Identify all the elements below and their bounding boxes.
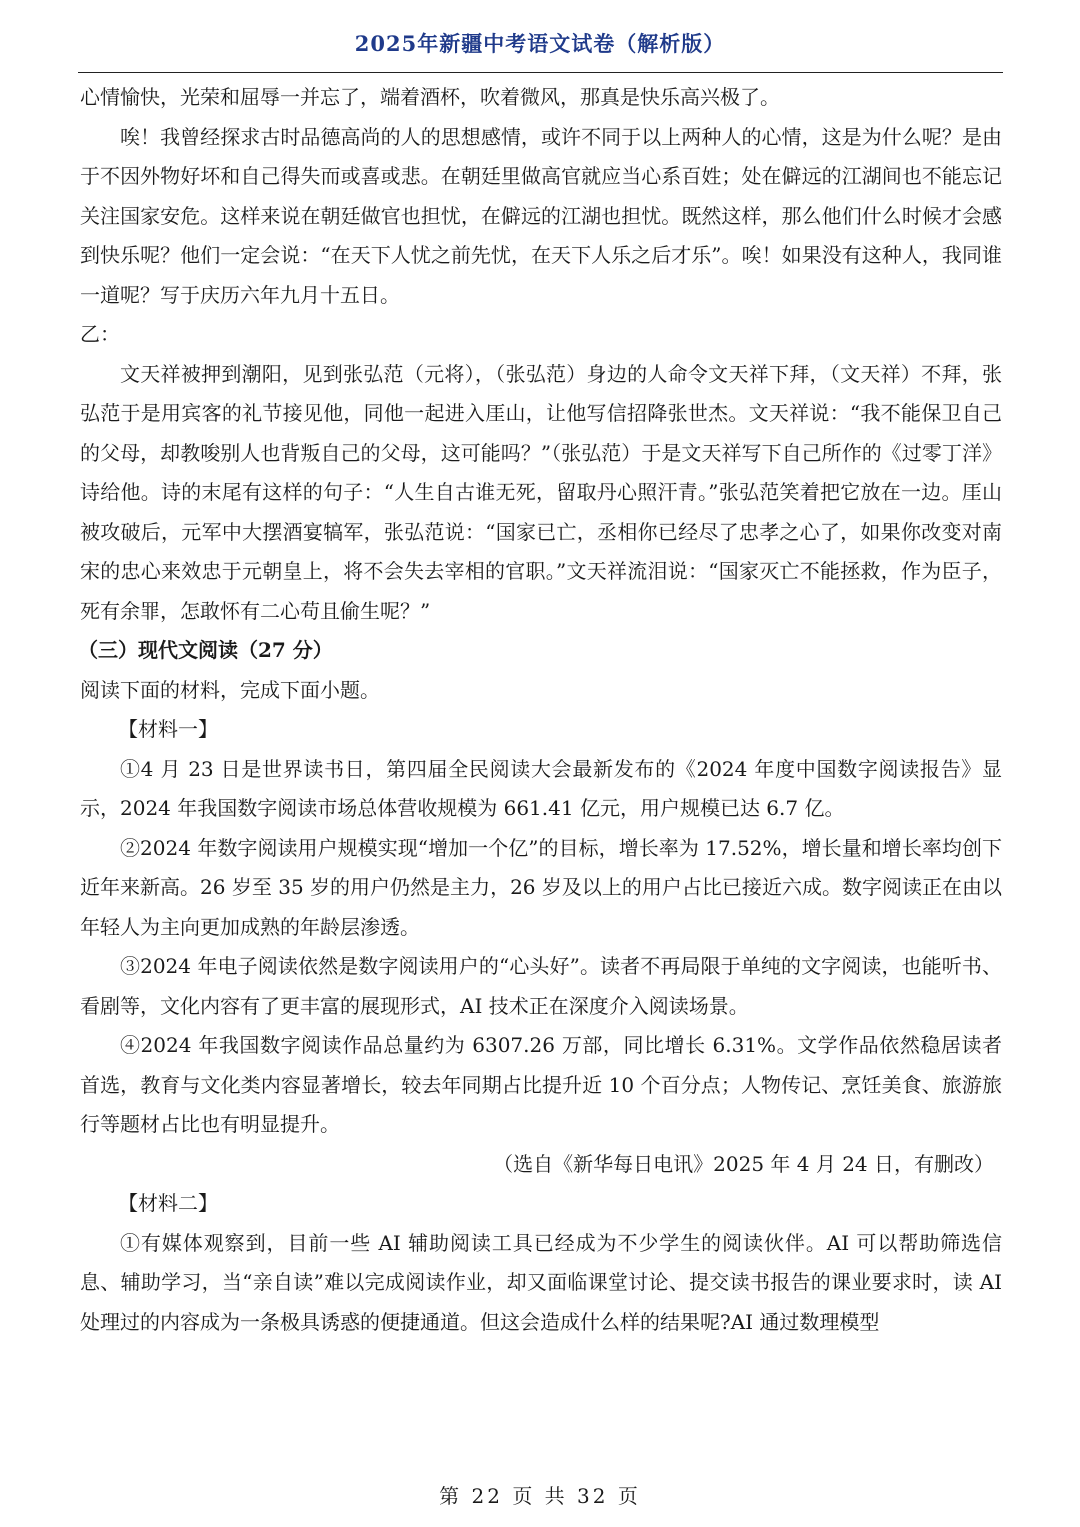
translation-paragraph-1: 心情愉快，光荣和屈辱一并忘了，端着酒杯，吹着微风，那真是快乐高兴极了。 xyxy=(80,85,780,109)
page-body xyxy=(80,78,1002,1342)
document-title: 2025年新疆中考语文试卷（解析版） xyxy=(354,31,726,56)
page-number: 第 22 页 共 32 页 xyxy=(439,1484,641,1508)
section-instruction: 阅读下面的材料，完成下面小题。 xyxy=(80,677,380,702)
material-1-label: 【材料一】 xyxy=(118,717,218,741)
translation-paragraph-2: 唉！我曾经探求古时品德高尚的人的思想感情，或许不同于以上两种人的心情，这是为什么呢？是由于不因外物好坏和自己得失而或喜或悲。在朝廷里做高官就应当心系百姓；处在僻远的江湖间也不能忘记关注国家安危。这样来说在朝廷做官也担忧，在僻远的江湖也担忧。既然这样，那么他们什么时候才会感到快乐呢？他们一定会说：“在天下人忧之前先忧，在天下人乐之后才乐”。唉！如果没有这种人，我同谁一道呢？写于庆历六年九月十五日。 xyxy=(80,124,1002,307)
section-title: （三）现代文阅读（27 分） xyxy=(78,638,333,662)
yi-label: 乙： xyxy=(80,322,120,346)
material-1-paragraph-2: ②2024 年数字阅读用户规模实现“增加一个亿”的目标，增长率为 17.52%，增长量和增长率均创下近年来新高。26 岁至 35 岁的用户仍然是主力，26 岁及以上的用户占比已接近六成。数字阅读正在由以年轻人为主向更加成熟的年龄层渗透。 xyxy=(80,835,1002,939)
material-1-paragraph-3: ③2024 年电子阅读依然是数字阅读用户的“心头好”。读者不再局限于单纯的文字阅读，也能听书、看剧等，文化内容有了更丰富的展现形式，AI 技术正在深度介入阅读场景。 xyxy=(80,954,1002,1018)
material-1-paragraph-4: ④2024 年我国数字阅读作品总量约为 6307.26 万部，同比增长 6.31%。文学作品依然稳居读者首选，教育与文化类内容显著增长，较去年同期占比提升近 10 个百分点；人物传记、烹饪美食、旅游旅行等题材占比也有明显提升。 xyxy=(80,1033,1002,1136)
material-2-paragraph-1: ①有媒体观察到，目前一些 AI 辅助阅读工具已经成为不少学生的阅读伙伴。AI 可以帮助筛选信息、辅助学习，当“亲自读”难以完成阅读作业，却又面临课堂讨论、提交读书报告的课业要求时，读 AI 处理过的内容成为一条极具诱惑的便捷通道。但这会造成什么样的结果呢?AI 通过数理模型 xyxy=(80,1230,1002,1334)
material-2-label: 【材料二】 xyxy=(118,1191,218,1215)
translation-paragraph-3: 文天祥被押到潮阳，见到张弘范（元将），（张弘范）身边的人命令文天祥下拜，（文天祥）不拜，张弘范于是用宾客的礼节接见他，同他一起进入厓山，让他写信招降张世杰。文天祥说：“我不能保卫自己的父母，却教唆别人也背叛自己的父母，这可能吗？”（张弘范）于是文天祥写下自己所作的《过零丁洋》诗给他。诗的末尾有这样的句子：“人生自古谁无死，留取丹心照汗青。”张弘范笑着把它放在一边。厓山被攻破后，元军中大摆酒宴犒军，张弘范说：“国家已亡，丞相你已经尽了忠孝之心了，如果你改变对南宋的忠心来效忠于元朝皇上，将不会失去宰相的官职。”文天祥流泪说：“国家灭亡不能拯救，作为臣子，死有余罪，怎敢怀有二心苟且偷生呢？” xyxy=(80,361,1002,623)
material-1-source: （选自《新华每日电讯》2025 年 4 月 24 日，有删改） xyxy=(493,1151,994,1176)
header-divider xyxy=(78,72,1003,73)
material-1-paragraph-1: ①4 月 23 日是世界读书日，第四届全民阅读大会最新发布的《2024 年度中国数字阅读报告》显示，2024 年我国数字阅读市场总体营收规模为 661.41 亿元，用户规模已达 6.7 亿。 xyxy=(80,756,1002,820)
